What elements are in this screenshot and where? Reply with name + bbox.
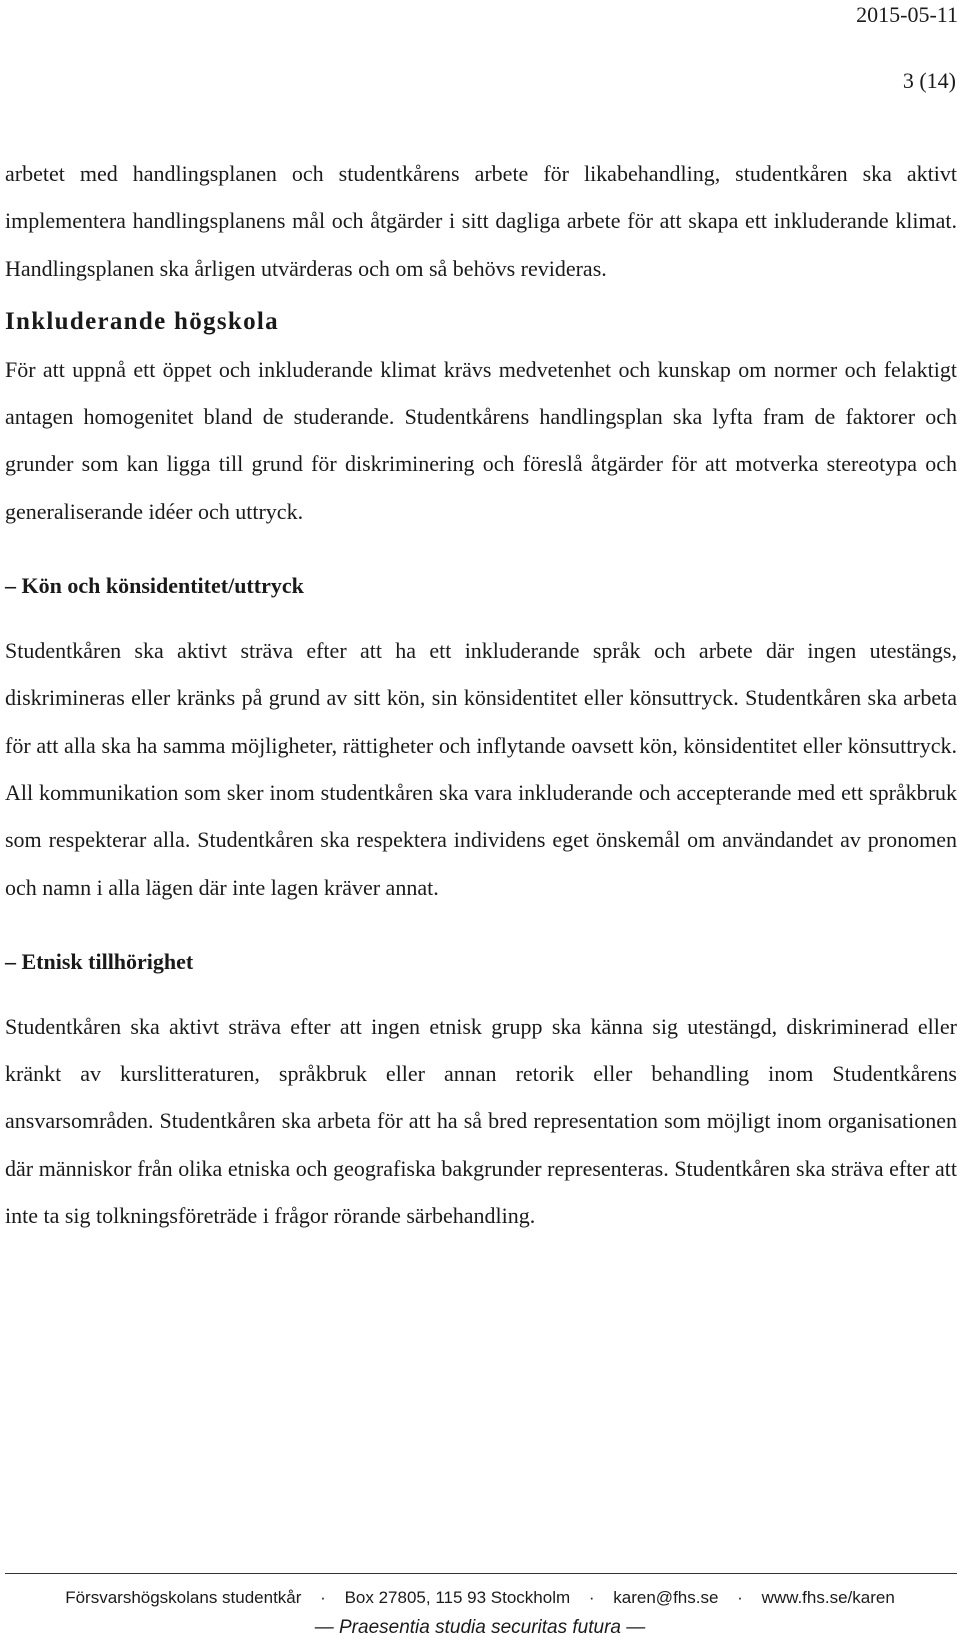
subsection-heading-ethnicity: – Etnisk tillhörighet [5,948,194,974]
footer-address: Box 27805, 115 93 Stockholm [344,1588,571,1607]
section-paragraph: För att uppnå ett öppet och inkluderande klimat krävs medvetenhet och kunskap om normer och felaktigt antagen homogenitet bland de studerande. Studentkårens handlingsplan ska lyfta fram de faktorer och grunder som kan ligga till grund för diskriminering och föreslå åtgärder för att motverka stereotypa och generaliserande idéer och uttryck. [5,356,957,524]
document-date: 2015-05-11 [856,2,958,27]
footer-website-link[interactable]: www.fhs.se/karen [761,1588,895,1607]
subsection-paragraph-ethnicity: Studentkåren ska aktivt sträva efter att ingen etnisk grupp ska känna sig utestängd, diskriminerad eller kränkt av kurslitteraturen, språkbruk eller annan retorik eller behandling inom Studentkårens ansvarsområden. Studentkåren ska arbeta för att ha så bred representation som möjligt inom organisationen där människor från olika etniska och geografiska bakgrunder representeras. Studentkåren ska sträva efter att inte ta sig tolkningsföreträde i frågor rörande särbehandling. [5,1013,957,1229]
page-number: 3 (14) [902,68,956,93]
intro-paragraph: arbetet med handlingsplanen och studentkårens arbete för likabehandling, studentkåren ska aktivt implementera handlingsplanens mål och åtgärder i sitt dagliga arbete för att skapa ett inkluderande klimat. Handlingsplanen ska årligen utvärderas och om så behövs revideras. [5,161,957,281]
footer-divider [5,1573,957,1574]
footer-contact-line [0,1588,960,1608]
footer-separator: · [320,1588,326,1607]
footer-email-link[interactable]: karen@fhs.se [613,1588,719,1607]
subsection-paragraph-gender: Studentkåren ska aktivt sträva efter att ha ett inkluderande språk och arbete där ingen utestängs, diskrimineras eller kränks på grund av sitt kön, sin könsidentitet eller könsuttryck. Studentkåren ska arbeta för att alla ska ha samma möjligheter, rättigheter och inflytande oavsett kön, könsidentitet eller könsuttryck. All kommunikation som sker inom studentkåren ska vara inkluderande och accepterande med ett språkbruk som respekterar alla. Studentkåren ska respektera individens eget önskemål om användandet av pronomen och namn i alla lägen där inte lagen kräver annat. [5,638,957,900]
footer-separator: · [588,1588,595,1607]
section-heading: Inkluderande högskola [5,307,279,335]
footer-motto: — Praesentia studia securitas futura — [314,1617,646,1638]
footer-organization: Försvarshögskolans studentkår [65,1588,302,1607]
document-body [5,150,957,1239]
footer-separator: · [737,1588,743,1607]
subsection-heading-gender: – Kön och könsidentitet/uttryck [5,573,304,599]
